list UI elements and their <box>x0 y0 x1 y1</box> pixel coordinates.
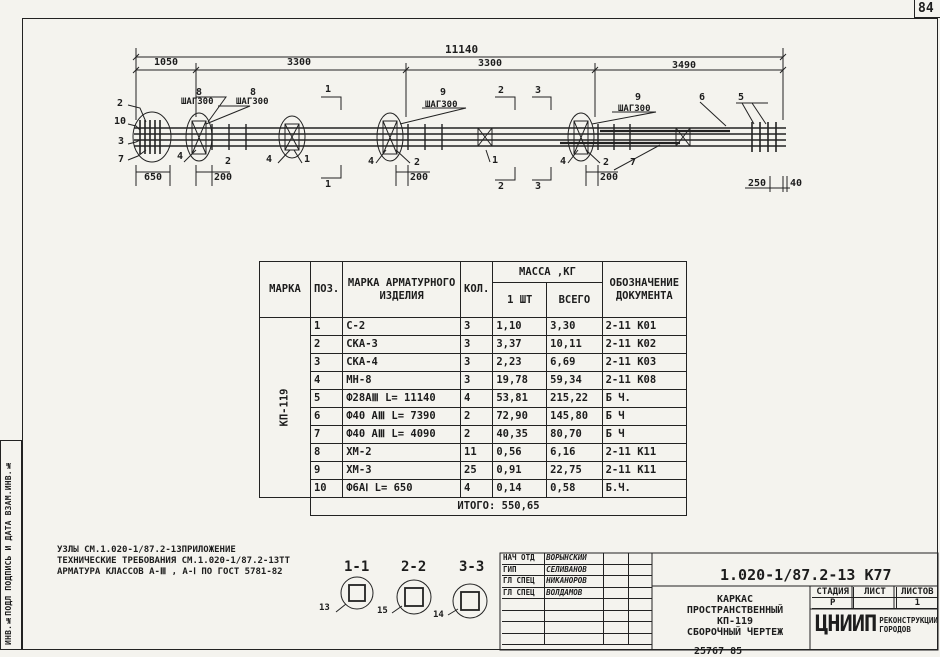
step-b: ШАГ300 <box>236 97 269 107</box>
sig-name <box>545 622 604 633</box>
mark-4a: 4 <box>177 151 184 162</box>
org-logo: ЦНИИП <box>815 612 877 637</box>
cell-item: Ф6АⅠ L= 650 <box>343 480 461 498</box>
dim-650: 650 <box>144 172 163 183</box>
mark-7: 7 <box>118 154 125 165</box>
signature-row <box>502 553 652 565</box>
sig-date <box>629 634 653 645</box>
sig-date <box>629 588 653 599</box>
mark-1b: 1 <box>492 155 499 166</box>
dim-total: 11140 <box>445 43 479 56</box>
signature-row <box>502 565 652 577</box>
spec-table <box>259 261 687 516</box>
section-mark-1-bottom: 1 <box>325 179 332 190</box>
mark-4d: 4 <box>560 156 567 167</box>
dim-3300a: 3300 <box>287 57 312 68</box>
sheet-info <box>812 587 938 609</box>
cell-doc: 2-11 К11 <box>602 444 686 462</box>
dim-200b: 200 <box>410 172 429 183</box>
sig-name: ВОРЫНСКИЙ <box>545 553 604 564</box>
sig-name: СЕЛИВАНОВ <box>545 565 604 576</box>
cell-qty: 4 <box>461 480 493 498</box>
cell-qty: 11 <box>461 444 493 462</box>
sig-sign <box>604 588 629 599</box>
cell-all: 80,70 <box>547 426 602 444</box>
sig-sign <box>604 553 629 564</box>
sig-role <box>502 599 545 610</box>
cell-qty: 2 <box>461 426 493 444</box>
cell-one: 3,37 <box>493 336 547 354</box>
dim-40: 40 <box>790 178 803 189</box>
mark-2: 2 <box>117 98 124 109</box>
side-strip-text: ИНВ.№ПОДЛ ПОДПИСЬ И ДАТА ВЗАМ.ИНВ.№ <box>4 461 13 645</box>
section-1-1 <box>336 577 373 612</box>
table-row <box>260 318 687 336</box>
marka-cell <box>260 318 311 498</box>
cell-all: 6,69 <box>547 354 602 372</box>
section-2-2 <box>392 580 431 614</box>
cell-doc: Б.Ч. <box>602 480 686 498</box>
marka-value: КП-119 <box>278 388 291 427</box>
section-3-3 <box>448 584 487 618</box>
cell-one: 0,91 <box>493 462 547 480</box>
cell-item: СКА-3 <box>343 336 461 354</box>
th-marka: МАРКА <box>260 262 311 318</box>
table-row <box>260 444 687 462</box>
step-c: ШАГ300 <box>425 100 458 110</box>
mark-5: 5 <box>738 92 745 103</box>
mark-4b: 4 <box>266 154 273 165</box>
cell-pos: 7 <box>310 426 342 444</box>
cell-pos: 1 <box>310 318 342 336</box>
table-row <box>260 480 687 498</box>
title-line: КП-119 <box>716 616 754 627</box>
section-label-1-1: 1-1 <box>344 559 370 575</box>
section-mark-1-top: 1 <box>325 84 332 95</box>
cell-item: ХМ-2 <box>343 444 461 462</box>
mark-1a: 1 <box>304 154 311 165</box>
sig-sign <box>604 622 629 633</box>
cell-doc: 2-11 К01 <box>602 318 686 336</box>
cell-doc: 2-11 К11 <box>602 462 686 480</box>
sig-role: ГЛ СПЕЦ <box>502 576 545 587</box>
section-label-3-3: 3-3 <box>459 559 485 575</box>
th-item: МАРКА АРМАТУРНОГО ИЗДЕЛИЯ <box>343 262 461 318</box>
cell-pos: 5 <box>310 390 342 408</box>
cell-all: 10,11 <box>547 336 602 354</box>
table-row <box>260 390 687 408</box>
table-row <box>260 462 687 480</box>
cell-one: 0,14 <box>493 480 547 498</box>
section-callout-14: 14 <box>433 610 444 620</box>
cell-one: 19,78 <box>493 372 547 390</box>
cell-doc: 2-11 К02 <box>602 336 686 354</box>
sig-name <box>545 611 604 622</box>
th-mass-one: 1 ШТ <box>493 283 547 318</box>
cell-one: 1,10 <box>493 318 547 336</box>
cell-one: 53,81 <box>493 390 547 408</box>
mark-2d: 2 <box>603 157 610 168</box>
dim-3300b: 3300 <box>478 58 503 69</box>
mark-8a: 8 <box>196 87 203 98</box>
section-label-2-2: 2-2 <box>401 559 427 575</box>
cell-one: 2,23 <box>493 354 547 372</box>
cell-qty: 3 <box>461 372 493 390</box>
cell-item: Ф40 АⅢ L= 4090 <box>343 426 461 444</box>
title-line: СБОРОЧНЫЙ ЧЕРТЕЖ <box>686 627 784 638</box>
cell-doc: Б Ч <box>602 426 686 444</box>
drawing-title <box>660 594 810 638</box>
cell-all: 3,30 <box>547 318 602 336</box>
cell-qty: 3 <box>461 336 493 354</box>
table-total: ИТОГО: 550,65 <box>310 498 686 516</box>
cell-pos: 8 <box>310 444 342 462</box>
cell-all: 6,16 <box>547 444 602 462</box>
sig-date <box>629 565 653 576</box>
title-line: ПРОСТРАНСТВЕННЫЙ <box>686 605 784 616</box>
section-mark-2-bottom: 2 <box>498 181 505 192</box>
dim-200c: 200 <box>600 172 619 183</box>
cell-all: 22,75 <box>547 462 602 480</box>
sig-role: ГИП <box>502 565 545 576</box>
signature-row <box>502 599 652 611</box>
signature-row <box>502 611 652 623</box>
bottom-numbers: 25767 85 <box>694 646 743 657</box>
table-row <box>260 336 687 354</box>
step-d: ШАГ300 <box>618 104 651 114</box>
table-row <box>260 408 687 426</box>
signature-grid <box>502 553 652 645</box>
sheets-header: ЛИСТОВ <box>901 587 934 597</box>
cell-item: С-2 <box>343 318 461 336</box>
cell-one: 72,90 <box>493 408 547 426</box>
cell-qty: 3 <box>461 354 493 372</box>
sig-date <box>629 553 653 564</box>
cell-item: Ф28АⅢ L= 11140 <box>343 390 461 408</box>
notes <box>57 545 290 578</box>
sig-role <box>502 634 545 645</box>
mark-4c: 4 <box>368 156 375 167</box>
sig-role <box>502 611 545 622</box>
sig-role <box>502 622 545 633</box>
section-callout-15: 15 <box>377 606 388 616</box>
signature-row <box>502 576 652 588</box>
section-callout-13: 13 <box>319 603 330 613</box>
cell-item: Ф40 АⅢ L= 7390 <box>343 408 461 426</box>
cell-all: 145,80 <box>547 408 602 426</box>
sheets-value: 1 <box>914 598 921 608</box>
table-row <box>260 426 687 444</box>
org-subtitle: РЕКОНСТРУКЦИИ ГОРОДОВ <box>879 615 938 634</box>
cell-pos: 4 <box>310 372 342 390</box>
cell-all: 215,22 <box>547 390 602 408</box>
cell-item: МН-8 <box>343 372 461 390</box>
document-number: 1.020-1/87.2-13 К77 <box>720 566 892 584</box>
sig-sign <box>604 599 629 610</box>
section-mark-3-bottom: 3 <box>535 181 542 192</box>
cell-qty: 2 <box>461 408 493 426</box>
mark-9b: 9 <box>635 92 642 103</box>
mark-3: 3 <box>118 136 125 147</box>
cell-pos: 2 <box>310 336 342 354</box>
note-line: АРМАТУРА КЛАССОВ А-Ⅲ , А-Ⅰ ПО ГОСТ 5781-82 <box>57 567 283 577</box>
sig-name <box>545 599 604 610</box>
cell-qty: 3 <box>461 318 493 336</box>
mark-7b: 7 <box>630 157 637 168</box>
sig-sign <box>604 611 629 622</box>
sheet-value <box>854 598 896 608</box>
cell-doc: 2-11 К08 <box>602 372 686 390</box>
stage-header: СТАДИЯ <box>812 587 854 597</box>
sig-role: НАЧ ОТД <box>502 553 545 564</box>
signature-row <box>502 634 652 646</box>
cell-all: 59,34 <box>547 372 602 390</box>
title-line: КАРКАС <box>716 594 754 605</box>
th-doc: ОБОЗНАЧЕНИЕ ДОКУМЕНТА <box>602 262 686 318</box>
sig-date <box>629 576 653 587</box>
dim-1050: 1050 <box>154 57 179 68</box>
cell-one: 0,56 <box>493 444 547 462</box>
section-mark-3-top: 3 <box>535 85 542 96</box>
section-mark-2-top: 2 <box>498 85 505 96</box>
th-mass-all: ВСЕГО <box>547 283 602 318</box>
signature-row <box>502 622 652 634</box>
th-mass: МАССА ,КГ <box>493 262 602 283</box>
stage-value: Р <box>812 598 854 608</box>
mark-2c: 2 <box>414 157 421 168</box>
mark-10: 10 <box>114 116 127 127</box>
cell-item: СКА-4 <box>343 354 461 372</box>
sig-sign <box>604 634 629 645</box>
node-ellipse-left <box>133 112 171 162</box>
mark-8b: 8 <box>250 87 257 98</box>
sig-sign <box>604 565 629 576</box>
organization <box>815 612 937 637</box>
mark-2b: 2 <box>225 156 232 167</box>
note-line: УЗЛЫ СМ.1.020-1/87.2-13ПРИЛОЖЕНИЕ <box>57 545 236 555</box>
sheet-number: 84 <box>914 0 940 18</box>
cell-qty: 25 <box>461 462 493 480</box>
cell-pos: 6 <box>310 408 342 426</box>
sig-date <box>629 622 653 633</box>
cell-doc: 2-11 К03 <box>602 354 686 372</box>
sig-role: ГЛ СПЕЦ <box>502 588 545 599</box>
signature-row <box>502 588 652 600</box>
sig-date <box>629 611 653 622</box>
dim-200a: 200 <box>214 172 233 183</box>
cell-doc: Б Ч. <box>602 390 686 408</box>
table-row <box>260 372 687 390</box>
sheet-header: ЛИСТ <box>854 587 896 597</box>
table-row <box>260 354 687 372</box>
th-pos: ПОЗ. <box>310 262 342 318</box>
note-line: ТЕХНИЧЕСКИЕ ТРЕБОВАНИЯ СМ.1.020-1/87.2-13ТТ <box>57 556 290 566</box>
sig-sign <box>604 576 629 587</box>
cell-one: 40,35 <box>493 426 547 444</box>
step-a: ШАГ300 <box>181 97 214 107</box>
cell-pos: 10 <box>310 480 342 498</box>
cell-pos: 3 <box>310 354 342 372</box>
mark-6: 6 <box>699 92 706 103</box>
th-qty: КОЛ. <box>461 262 493 318</box>
cell-doc: Б Ч <box>602 408 686 426</box>
cell-qty: 4 <box>461 390 493 408</box>
sig-name <box>545 634 604 645</box>
sig-date <box>629 599 653 610</box>
dim-250: 250 <box>748 178 767 189</box>
sig-name: НИКАНОРОВ <box>545 576 604 587</box>
dim-3490: 3490 <box>672 60 697 71</box>
sig-name: ВОЛДАМОВ <box>545 588 604 599</box>
mark-9a: 9 <box>440 87 447 98</box>
cell-pos: 9 <box>310 462 342 480</box>
cell-all: 0,58 <box>547 480 602 498</box>
cell-item: ХМ-3 <box>343 462 461 480</box>
